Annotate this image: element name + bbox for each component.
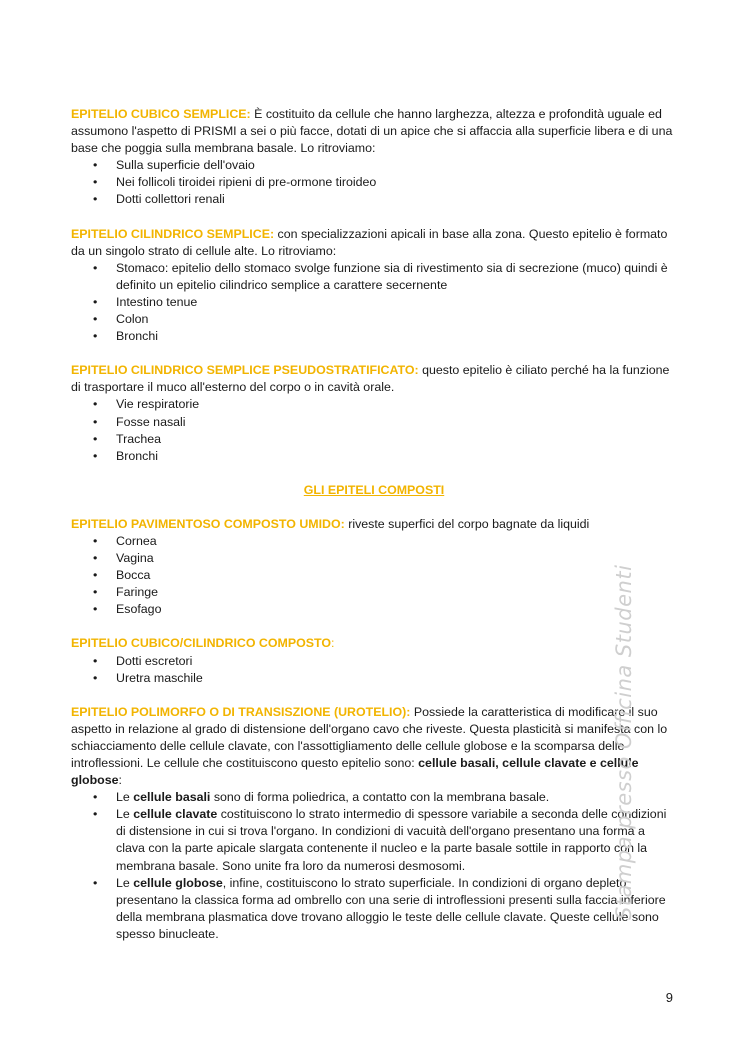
section-text: riveste superfici del corpo bagnate da liquidi [344,516,590,531]
list-item: • Sulla superficie dell'ovaio [71,157,677,174]
list-item: • Cornea [71,533,677,550]
item-bold-term: cellule clavate [133,807,218,822]
section-text: con specializzazioni apicali in base alla zona. Questo epitelio è formato da un singolo strato di cellule alte. Lo ritroviamo: [71,226,668,258]
section-cubico-cilindrico-composto [71,635,677,686]
colon: : [118,773,122,788]
cell-types-bold: cellule basali, cellule clavate e cellule globose [71,756,639,788]
watermark: Stampa presso Officina Studenti [612,564,636,920]
list-item: • Esofago [71,601,677,618]
list-item [71,875,677,943]
section-text: È costituito da cellule che hanno larghezza, altezza e profondità uguale ed assumono l'aspetto di PRISMI a sei o più facce, dotati di un apice che si affaccia alla superficie libera e di una base che poggia sulla membrana basale. Lo ritroviamo: [71,107,673,156]
list-item: • Stomaco: epitelio dello stomaco svolge funzione sia di rivestimento sia di secrezione (muco) quindi è definito un epitelio cilindrico semplice a carattere secernente [71,260,677,294]
bullet-list [71,789,677,943]
list-item: • Intestino tenue [71,294,677,311]
section-paragraph [71,704,677,789]
section-cilindrico-semplice [71,226,677,346]
section-paragraph [71,516,677,533]
bullet-list [71,396,677,464]
bullet-list [71,653,677,687]
section-pseudostratificato [71,362,677,465]
item-prefix: Le [116,790,134,805]
section-pavimentoso-composto [71,516,677,619]
section-heading: EPITELIO CUBICO SEMPLICE: [71,107,251,121]
item-bold-term: cellule globose [133,875,223,890]
item-prefix: Le [116,875,134,890]
section-heading: EPITELIO PAVIMENTOSO COMPOSTO UMIDO: [71,516,345,531]
section-heading: EPITELIO POLIMORFO O DI TRANSISZIONE (UROTELIO): [71,704,411,719]
item-prefix: Le [116,807,134,822]
item-text: sono di forma poliedrica, a contatto con la membrana basale. [210,790,550,805]
page-number: 9 [665,990,673,1005]
item-bold-term: cellule basali [133,790,211,805]
list-item: • Vagina [71,550,677,567]
section-paragraph [71,226,677,260]
list-item: • Dotti collettori renali [71,191,677,208]
section-text: questo epitelio è ciliato perché ha la funzione di trasportare il muco all'esterno del corpo o in cavità orale. [71,363,670,395]
section-heading: EPITELIO CILINDRICO SEMPLICE: [71,226,275,241]
item-text: costituiscono lo strato intermedio di spessore variabile a seconda delle condizioni di distensione in cui si trova l'organo. In condizioni di vacuità dell'organo presentano una forma a clava con la parte apicale slargata contenente il nucleo e la parte basale sottile in rapporto con la membrana basale. Sono unite fra loro da numerosi desmosomi. [116,807,667,873]
list-item: • Fosse nasali [71,414,677,431]
list-item: • Colon [71,311,677,328]
list-item: • Trachea [71,431,677,448]
document-body [71,106,677,960]
section-paragraph [71,362,677,396]
list-item: • Bronchi [71,328,677,345]
list-item: • Nei follicoli tiroidei ripieni di pre-ormone tiroideo [71,174,677,191]
list-item [71,806,677,874]
composti-heading-line [71,482,677,499]
list-item [71,789,677,806]
list-item: • Bocca [71,567,677,584]
section-heading: EPITELIO CILINDRICO SEMPLICE PSEUDOSTRATIFICATO: [71,363,419,378]
list-item: • Bronchi [71,448,677,465]
list-item: • Vie respiratorie [71,396,677,413]
bullet-list [71,260,677,345]
section-paragraph [71,106,677,157]
bullet-list [71,533,677,618]
list-item: • Faringe [71,584,677,601]
section-urotelio [71,704,677,943]
section-text: Possiede la caratteristica di modificare il suo aspetto in relazione al grado di distensione dell'organo cavo che riveste. Questa plasticità si manifesta con lo schiacciamento delle cellule clavate, con l'assottigliamento delle cellule globose e la scomparsa delle introflessioni. Le cellule che costituiscono questo epitelio sono: [71,704,668,770]
section-cubico-semplice [71,106,677,209]
section-heading: EPITELIO CUBICO/CILINDRICO COMPOSTO [71,636,331,651]
list-item: • Uretra maschile [71,670,677,687]
section-paragraph [71,635,677,652]
item-text: , infine, costituiscono lo strato superficiale. In condizioni di organo depleto presentano la classica forma ad ombrello con una serie di introflessioni presenti sulla faccia inferiore della membrana plasmatica dove trovano alloggio le teste delle cellule clavate. Queste cellule sono spesso binucleate. [116,875,666,941]
composti-heading: GLI EPITELI COMPOSTI [303,482,445,497]
list-item: • Dotti escretori [71,653,677,670]
section-text: : [331,636,335,651]
bullet-list [71,157,677,208]
